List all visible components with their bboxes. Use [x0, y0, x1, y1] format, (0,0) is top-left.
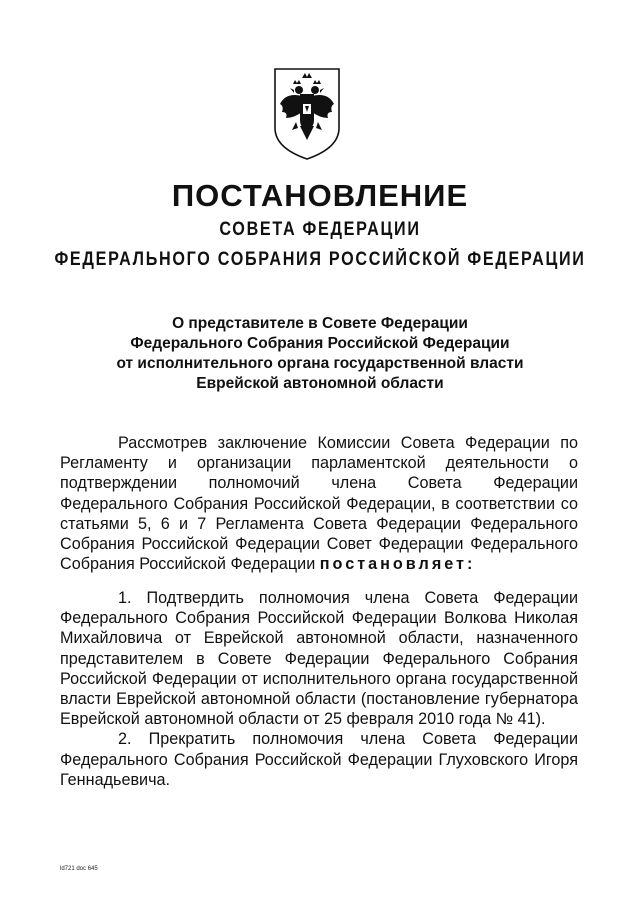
resolution-item-1: 1. Подтвердить полномочия члена Совета Федерации Федерального Собрания Российской Федерации Волкова Николая Михайловича от Еврейской автономной области, назначенного представителем в Совете Федерации Федерального Собрания Российской Федерации от исполнительного органа государственной власти Еврейской автономной области (постановление губернатора Еврейской автономной области от 25 февраля 2010 года № 41). — [60, 589, 578, 729]
document-subject — [0, 314, 640, 394]
subject-line: О представителе в Совете Федерации — [172, 315, 468, 332]
resolution-items — [60, 588, 578, 790]
resolves-word: постановляет: — [319, 555, 476, 574]
state-emblem-icon — [272, 66, 342, 162]
issuer-line-1: СОВЕТА ФЕДЕРАЦИИ — [219, 219, 421, 240]
subject-line: Еврейской автономной области — [196, 375, 444, 392]
subject-line: Федерального Собрания Российской Федерации — [130, 335, 510, 352]
resolution-item-2: 2. Прекратить полномочия члена Совета Федерации Федерального Собрания Российской Федерации Глуховского Игоря Геннадьевича. — [60, 730, 578, 789]
issuer-line-2: ФЕДЕРАЛЬНОГО СОБРАНИЯ РОССИЙСКОЙ ФЕДЕРАЦИИ — [54, 249, 586, 270]
preamble-paragraph — [60, 433, 578, 574]
document-title: ПОСТАНОВЛЕНИЕ — [171, 178, 469, 213]
subject-line: от исполнительного органа государственной власти — [116, 355, 524, 372]
preamble-text: Рассмотрев заключение Комиссии Совета Федерации по Регламенту и организации парламентской деятельности о подтверждении полномочий члена Совета Федерации Федерального Собрания Российской Федерации, в соответствии со статьями 5, 6 и 7 Регламента Совета Федерации Федерального Собрания Российской Федерации Совет Федерации Федерального Собрания Российской Федерации — [60, 434, 578, 574]
document-footer-code: ld721 doc 645 — [60, 866, 98, 872]
